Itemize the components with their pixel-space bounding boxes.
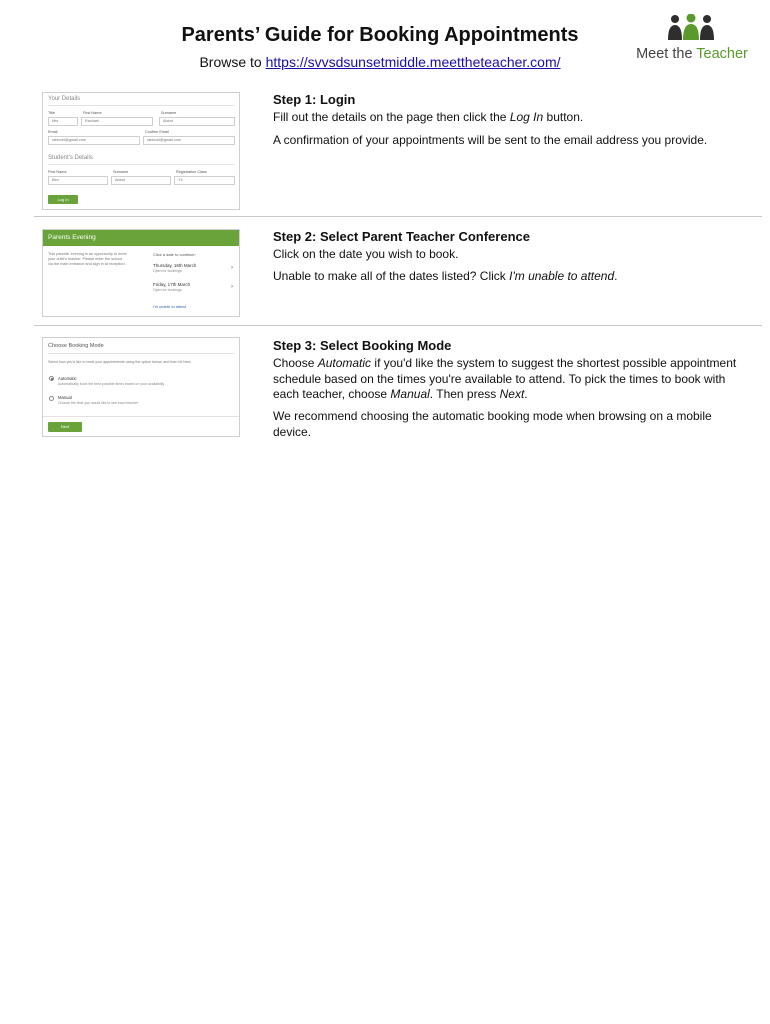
logo-text: Meet the Teacher: [636, 46, 748, 62]
chevron-right-icon: ›: [231, 265, 233, 271]
divider: [34, 216, 762, 217]
step2-text1: Click on the date you wish to book.: [273, 247, 459, 261]
page-title: Parents’ Guide for Booking Appointments: [181, 24, 579, 46]
unable-to-attend-link[interactable]: I'm unable to attend: [153, 305, 187, 309]
divider: [34, 325, 762, 326]
login-button[interactable]: Log In: [48, 195, 78, 204]
step3-text1: Choose Automatic if you'd like the system to suggest the shortest possible appointment schedule based on the times you're available to attend. To pick the times to book with each teacher, choose Manual. Then press Next.: [273, 356, 737, 401]
people-group-icon: [666, 14, 716, 42]
date-option[interactable]: Friday, 17th March Open for bookings ›: [153, 282, 233, 292]
browse-prefix: Browse to: [199, 54, 266, 70]
date-option[interactable]: Thursday, 16th March Open for bookings ›: [153, 263, 233, 273]
step2-text2: Unable to make all of the dates listed? Click I'm unable to attend.: [273, 269, 618, 283]
booking-site-link[interactable]: https://svvsdsunsetmiddle.meettheteacher.com/: [265, 54, 561, 70]
step1-text1: Fill out the details on the page then click the Log In button.: [273, 110, 584, 124]
step2-heading: Step 2: Select Parent Teacher Conference: [273, 229, 530, 244]
step3-screenshot: Choose Booking Mode Select how you'd like to book your appointments using the option below, and then hit Next. Automatic Automatically book the best possible times based on your availability Manual Choose the time you would like to see each teacher Next: [42, 337, 240, 437]
meet-the-teacher-logo: [624, 14, 760, 64]
step2-screenshot: Parents Evening This parents' evening is an opportunity to meet your child's teacher. Please enter the school via the main entrance and sign in at reception. Click a date to continue: Thursday, 16th March Open for bookings › Friday, 17th March Open for bookings › I'm unable to attend: [42, 229, 240, 317]
step1-text2: A confirmation of your appointments will be sent to the email address you provide.: [273, 133, 708, 147]
step1-heading: Step 1: Login: [273, 92, 356, 107]
step3-text2: We recommend choosing the automatic booking mode when browsing on a mobile device.: [273, 409, 712, 439]
next-button[interactable]: Next: [48, 422, 82, 432]
step1-screenshot: Your Details Title Mrs First Name Rachael Surname Abbot Email rabbot4@gmail.com Confirm Email rabbot4@gmail.com Student's Details First Name Ben Surname Abbot Registration Class Y4 Log In: [42, 92, 240, 210]
manual-radio[interactable]: [49, 396, 54, 401]
chevron-right-icon: ›: [231, 284, 233, 290]
automatic-radio[interactable]: [49, 376, 54, 381]
step3-heading: Step 3: Select Booking Mode: [273, 338, 452, 353]
